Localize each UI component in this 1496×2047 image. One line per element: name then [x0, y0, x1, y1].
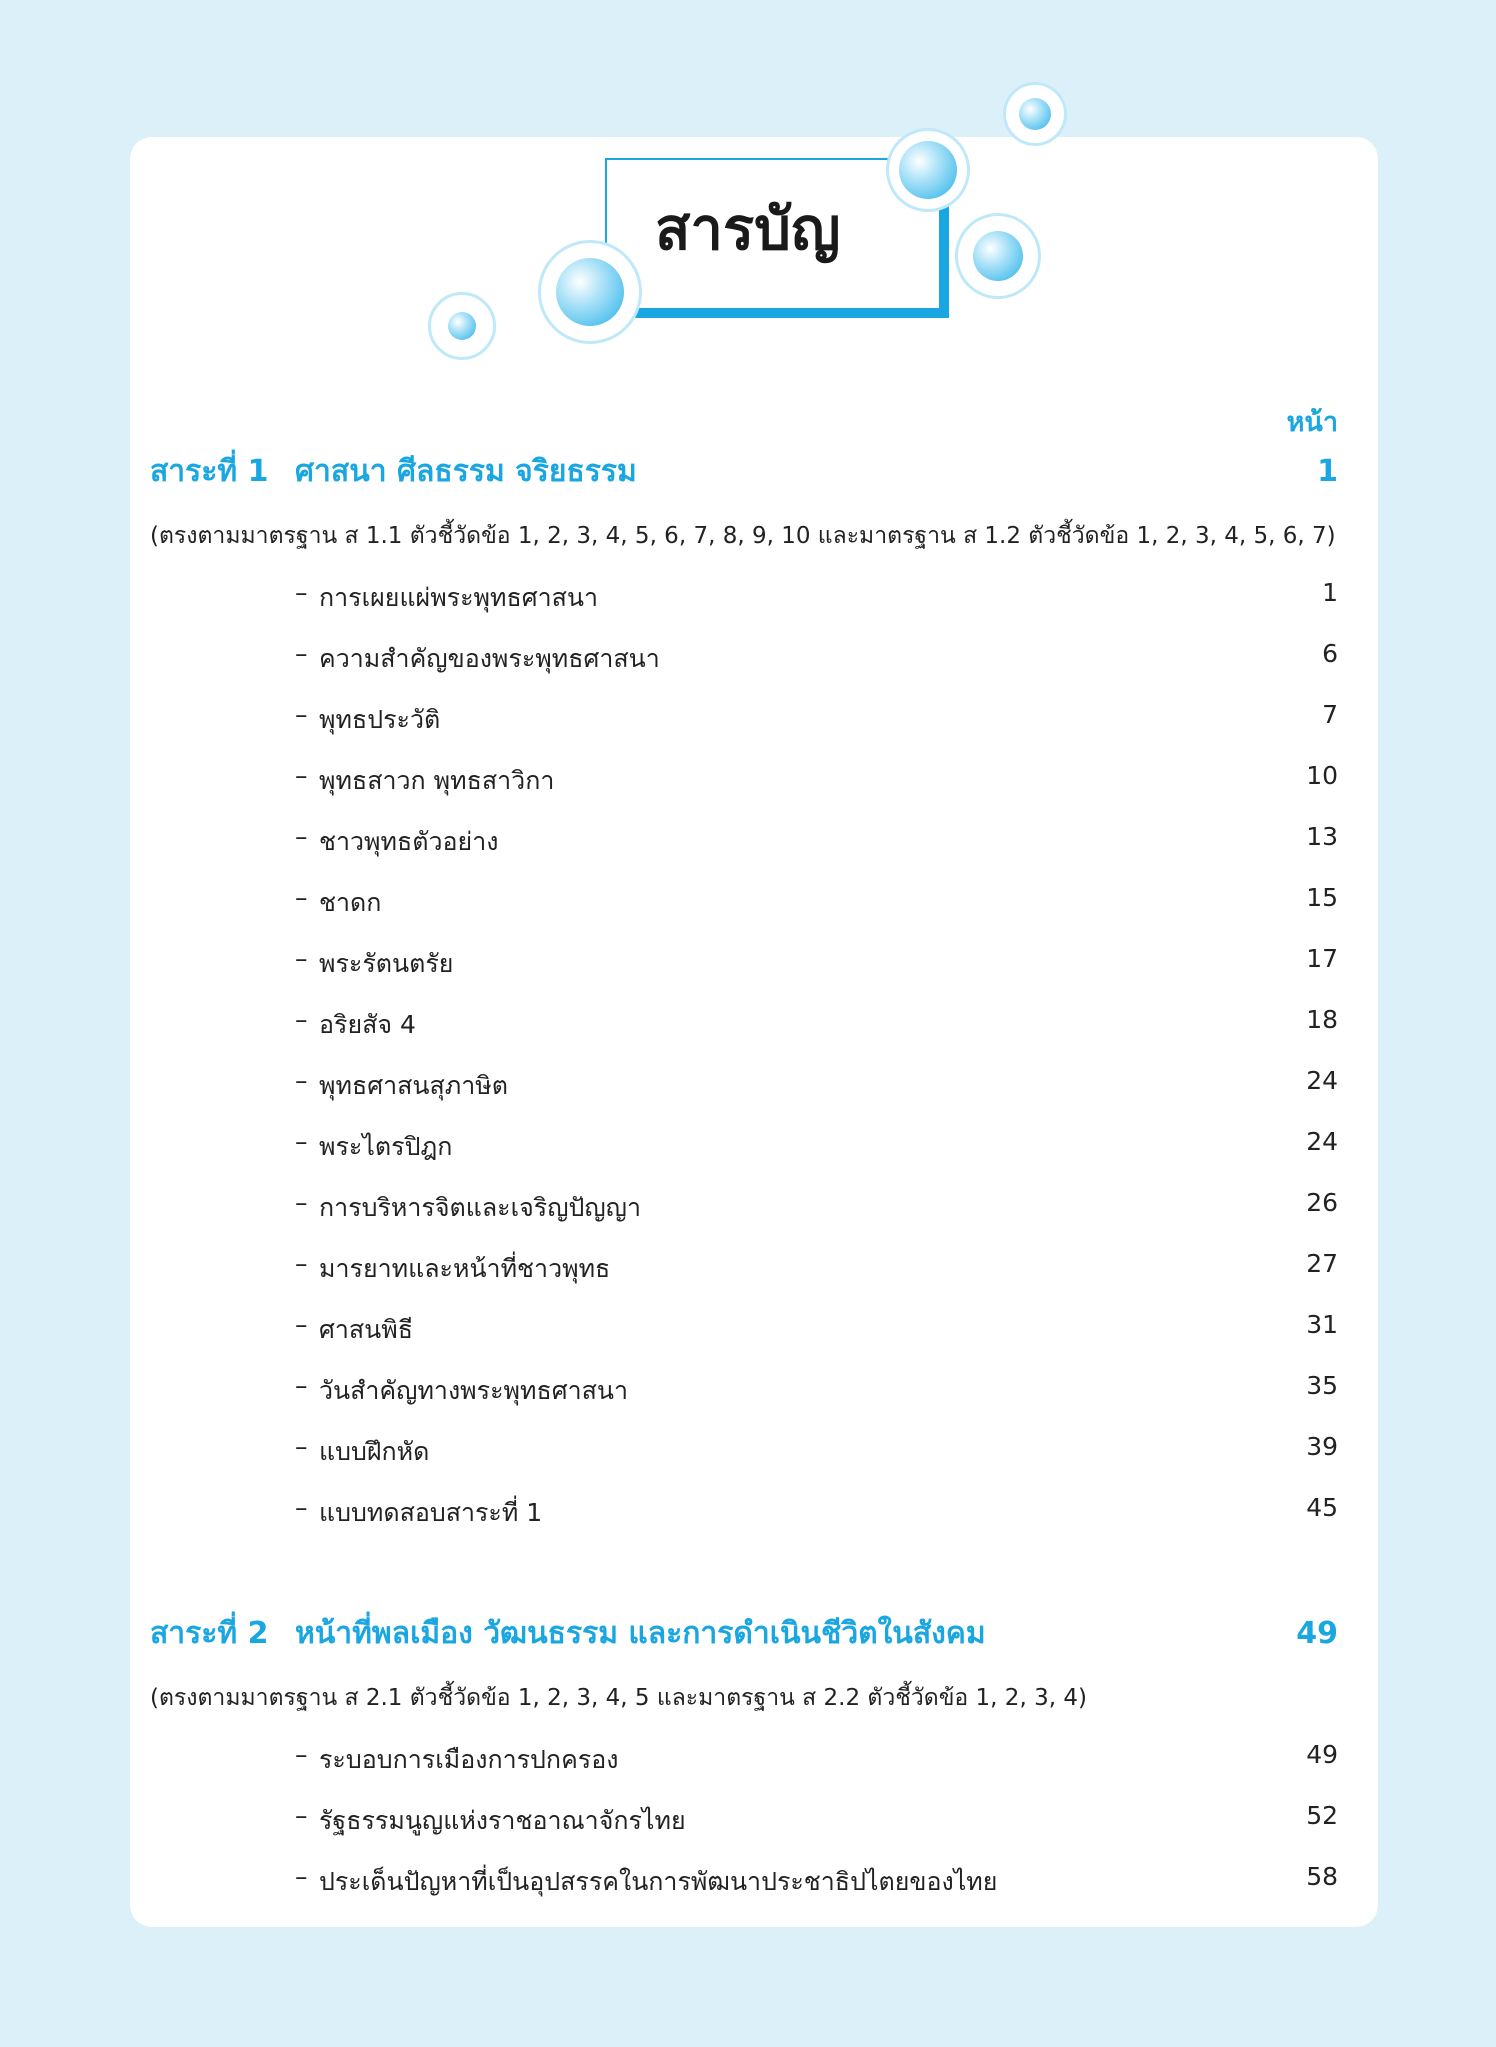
- toc-entry: – พระไตรปิฎก 24: [295, 1127, 1338, 1167]
- toc-entry-label: วันสำคัญทางพระพุทธศาสนา: [319, 1376, 629, 1405]
- toc-entry-label: ระบอบการเมืองการปกครอง: [319, 1745, 619, 1774]
- section-standards-note: (ตรงตามมาตรฐาน ส 2.1 ตัวชี้วัดข้อ 1, 2, 3, 4, 5 และมาตรฐาน ส 2.2 ตัวชี้วัดข้อ 1, 2, 3, 4): [150, 1685, 1087, 1711]
- toc-entry-page: 13: [1306, 822, 1338, 851]
- section-number: สาระที่ 2: [150, 1616, 269, 1651]
- toc-entry-label: การเผยแผ่พระพุทธศาสนา: [319, 583, 599, 612]
- toc-entry-label: พุทธประวัติ: [319, 705, 441, 734]
- section-name: หน้าที่พลเมือง วัฒนธรรม และการดำเนินชีวิตในสังคม: [295, 1616, 986, 1651]
- section-standards-note: (ตรงตามมาตรฐาน ส 1.1 ตัวชี้วัดข้อ 1, 2, 3, 4, 5, 6, 7, 8, 9, 10 และมาตรฐาน ส 1.2 ตัวชี้วัดข้อ 1, 2, 3, 4, 5, 6, 7): [150, 523, 1336, 549]
- toc-entry: – พุทธประวัติ 7: [295, 700, 1338, 740]
- toc-entry-label: พุทธศาสนสุภาษิต: [319, 1071, 508, 1100]
- toc-entry-page: 15: [1306, 883, 1338, 912]
- toc-entry-label: ประเด็นปัญหาที่เป็นอุปสรรคในการพัฒนาประชาธิปไตยของไทย: [319, 1867, 998, 1896]
- toc-entry-label: ความสำคัญของพระพุทธศาสนา: [319, 644, 660, 673]
- toc-entry: – แบบทดสอบสาระที่ 1 45: [295, 1493, 1338, 1533]
- toc-entry: – อริยสัจ 4 18: [295, 1005, 1338, 1045]
- toc-entry: – วันสำคัญทางพระพุทธศาสนา 35: [295, 1371, 1338, 1411]
- bubble-decoration-top: [1003, 82, 1067, 146]
- section-name: ศาสนา ศีลธรรม จริยธรรม: [295, 454, 637, 489]
- toc-entry: – ชาวพุทธตัวอย่าง 13: [295, 822, 1338, 862]
- toc-entry-page: 6: [1322, 639, 1338, 668]
- toc-entry: – การบริหารจิตและเจริญปัญญา 26: [295, 1188, 1338, 1228]
- toc-entry-page: 17: [1306, 944, 1338, 973]
- toc-entry-label: อริยสัจ 4: [319, 1010, 416, 1039]
- toc-entry: – พุทธศาสนสุภาษิต 24: [295, 1066, 1338, 1106]
- toc-entry-label: พุทธสาวก พุทธสาวิกา: [319, 766, 555, 795]
- toc-entry-label: การบริหารจิตและเจริญปัญญา: [319, 1193, 642, 1222]
- bubble-decoration-left-small: [428, 292, 496, 360]
- toc-entry-page: 49: [1306, 1740, 1338, 1769]
- bubble-decoration-right: [955, 213, 1041, 299]
- toc-entry-label: ชาวพุทธตัวอย่าง: [319, 827, 499, 856]
- bubble-decoration-left-large: [538, 240, 642, 344]
- toc-entry-page: 27: [1306, 1249, 1338, 1278]
- toc-entry-page: 7: [1322, 700, 1338, 729]
- toc-entry: – มารยาทและหน้าที่ชาวพุทธ 27: [295, 1249, 1338, 1289]
- page-title: สารบัญ: [655, 195, 841, 263]
- toc-entry-page: 10: [1306, 761, 1338, 790]
- toc-entry: – รัฐธรรมนูญแห่งราชอาณาจักรไทย 52: [295, 1801, 1338, 1841]
- toc-entry: – ระบอบการเมืองการปกครอง 49: [295, 1740, 1338, 1780]
- toc-entry-label: ศาสนพิธี: [319, 1315, 413, 1344]
- toc-entry: – ศาสนพิธี 31: [295, 1310, 1338, 1350]
- toc-entry-label: พระรัตนตรัย: [319, 949, 454, 978]
- toc-entry-page: 24: [1306, 1127, 1338, 1156]
- toc-entry-label: พระไตรปิฎก: [319, 1132, 453, 1161]
- toc-entry-page: 24: [1306, 1066, 1338, 1095]
- section-number: สาระที่ 1: [150, 454, 269, 489]
- page-column-header: หน้า: [1286, 407, 1338, 438]
- section-page: 1: [1317, 454, 1338, 489]
- toc-entry: – พุทธสาวก พุทธสาวิกา 10: [295, 761, 1338, 801]
- toc-entry-page: 39: [1306, 1432, 1338, 1461]
- toc-entry-page: 52: [1306, 1801, 1338, 1830]
- toc-entry-page: 58: [1306, 1862, 1338, 1891]
- toc-entry-label: แบบฝึกหัด: [319, 1437, 430, 1466]
- toc-entry: – พระรัตนตรัย 17: [295, 944, 1338, 984]
- toc-entry-page: 18: [1306, 1005, 1338, 1034]
- toc-entry-label: แบบทดสอบสาระที่ 1: [319, 1498, 543, 1527]
- toc-entry: – ชาดก 15: [295, 883, 1338, 923]
- toc-entry-page: 35: [1306, 1371, 1338, 1400]
- toc-entry-page: 26: [1306, 1188, 1338, 1217]
- toc-entry-page: 31: [1306, 1310, 1338, 1339]
- toc-entry-page: 45: [1306, 1493, 1338, 1522]
- section-heading: [150, 1610, 1338, 1657]
- section-heading: [150, 448, 1338, 495]
- toc-entry: – การเผยแผ่พระพุทธศาสนา 1: [295, 578, 1338, 618]
- toc-entry-page: 1: [1322, 578, 1338, 607]
- toc-entry: – ความสำคัญของพระพุทธศาสนา 6: [295, 639, 1338, 679]
- toc-entry-label: รัฐธรรมนูญแห่งราชอาณาจักรไทย: [319, 1806, 686, 1835]
- toc-entry-label: มารยาทและหน้าที่ชาวพุทธ: [319, 1254, 611, 1283]
- toc-entry: – แบบฝึกหัด 39: [295, 1432, 1338, 1472]
- bubble-decoration-title-right: [886, 128, 970, 212]
- toc-entry: – ประเด็นปัญหาที่เป็นอุปสรรคในการพัฒนาประชาธิปไตยของไทย 58: [295, 1862, 1338, 1902]
- section-page: 49: [1296, 1616, 1338, 1651]
- toc-entry-label: ชาดก: [319, 888, 382, 917]
